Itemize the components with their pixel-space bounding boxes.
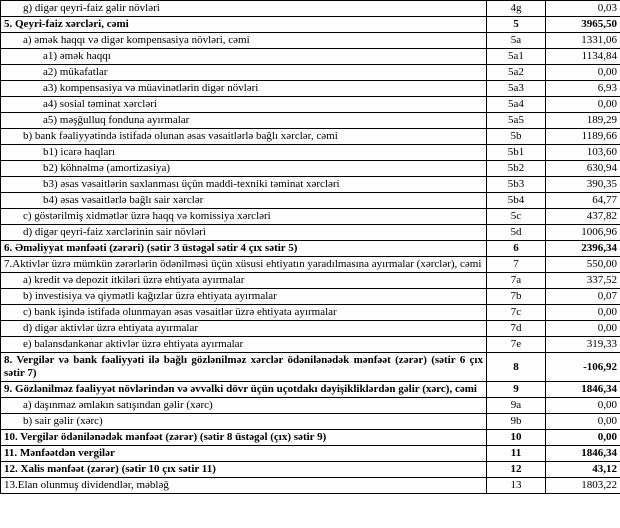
row-value: 0,00 [546, 65, 620, 81]
table-row [1, 97, 620, 113]
row-value: 0,07 [546, 289, 620, 305]
row-code: 11 [487, 446, 546, 462]
table-row [1, 398, 620, 414]
row-value: 1846,34 [546, 382, 620, 398]
row-label: a3) kompensasiya və müavinətlərin digər növləri [1, 81, 487, 97]
table-row [1, 353, 620, 382]
row-code: 5a4 [487, 97, 546, 113]
row-label: d) digər qeyri-faiz xərclərinin sair növləri [1, 225, 487, 241]
row-code: 7e [487, 337, 546, 353]
row-value: 0,00 [546, 398, 620, 414]
table-row [1, 145, 620, 161]
row-value: 0,00 [546, 321, 620, 337]
row-label: a4) sosial təminat xərcləri [1, 97, 487, 113]
table-row [1, 257, 620, 273]
row-label: b3) əsas vəsaitlərin saxlanması üçün maddi-texniki təminat xərcləri [1, 177, 487, 193]
row-label: b2) köhnəlmə (amortizasiya) [1, 161, 487, 177]
row-label: c) bank işində istifadə olunmayan əsas vəsaitlər üzrə ehtiyata ayırmalar [1, 305, 487, 321]
row-value: 1006,96 [546, 225, 620, 241]
table-row [1, 273, 620, 289]
row-label: 11. Mənfəətdən vergilər [1, 446, 487, 462]
row-value: 319,33 [546, 337, 620, 353]
row-label: a5) məşğulluq fonduna ayırmalar [1, 113, 487, 129]
row-label: 7.Aktivlər üzrə mümkün zərərlərin ödənilməsi üçün xüsusi ehtiyatın yaradılmasına ayırmalar (xərclər), cəmi [1, 257, 487, 273]
row-code: 8 [487, 353, 546, 382]
profit-loss-table-body [1, 1, 620, 494]
row-value: 550,00 [546, 257, 620, 273]
table-row [1, 81, 620, 97]
row-label: c) göstərilmiş xidmətlər üzrə haqq və komissiya xərcləri [1, 209, 487, 225]
row-code: 7b [487, 289, 546, 305]
row-value: 0,00 [546, 414, 620, 430]
row-label: b4) əsas vəsaitlərlə bağlı sair xərclər [1, 193, 487, 209]
row-code: 5 [487, 17, 546, 33]
row-value: -106,92 [546, 353, 620, 382]
row-code: 10 [487, 430, 546, 446]
row-value: 1803,22 [546, 478, 620, 494]
table-row [1, 321, 620, 337]
row-label: d) digər aktivlər üzrə ehtiyata ayırmalar [1, 321, 487, 337]
table-row [1, 225, 620, 241]
row-label: a) kredit və depozit itkiləri üzrə ehtiyata ayırmalar [1, 273, 487, 289]
row-label: b1) icarə haqları [1, 145, 487, 161]
row-label: 6. Əməliyyat mənfəəti (zərəri) (sətir 3 üstəgəl sətir 4 çıx sətir 5) [1, 241, 487, 257]
table-row [1, 414, 620, 430]
table-row [1, 1, 620, 17]
row-value: 0,00 [546, 430, 620, 446]
row-code: 9b [487, 414, 546, 430]
row-code: 7 [487, 257, 546, 273]
row-code: 13 [487, 478, 546, 494]
row-code: 5b4 [487, 193, 546, 209]
table-row [1, 462, 620, 478]
table-row [1, 129, 620, 145]
table-row [1, 382, 620, 398]
row-label: a2) mükafatlar [1, 65, 487, 81]
row-value: 390,35 [546, 177, 620, 193]
row-label: a1) əmək haqqı [1, 49, 487, 65]
table-row [1, 478, 620, 494]
table-row [1, 177, 620, 193]
row-label: 13.Elan olunmuş dividendlər, məbləğ [1, 478, 487, 494]
row-label: b) investisiya və qiymətli kağızlar üzrə ehtiyata ayırmalar [1, 289, 487, 305]
row-value: 2396,34 [546, 241, 620, 257]
row-label: 12. Xalis mənfəət (zərər) (sətir 10 çıx sətir 11) [1, 462, 487, 478]
row-label: b) bank fəaliyyətində istifadə olunan əsas vəsaitlərlə bağlı xərclər, cəmi [1, 129, 487, 145]
row-code: 6 [487, 241, 546, 257]
table-row [1, 193, 620, 209]
row-label: 8. Vergilər və bank fəaliyyəti ilə bağlı gözlənilməz xərclər ödənilənədək mənfəət (zərər) (sətir 6 çıx sətir 7) [1, 353, 487, 382]
row-code: 5b [487, 129, 546, 145]
table-row [1, 49, 620, 65]
row-code: 5b2 [487, 161, 546, 177]
row-value: 1134,84 [546, 49, 620, 65]
row-code: 5a5 [487, 113, 546, 129]
table-row [1, 289, 620, 305]
table-row [1, 241, 620, 257]
row-code: 5d [487, 225, 546, 241]
row-code: 7c [487, 305, 546, 321]
table-row [1, 17, 620, 33]
row-code: 12 [487, 462, 546, 478]
row-value: 0,00 [546, 305, 620, 321]
row-label: 5. Qeyri-faiz xərcləri, cəmi [1, 17, 487, 33]
row-value: 6,93 [546, 81, 620, 97]
row-code: 5c [487, 209, 546, 225]
table-row [1, 33, 620, 49]
table-row [1, 430, 620, 446]
row-value: 3965,50 [546, 17, 620, 33]
row-label: b) sair gəlir (xərc) [1, 414, 487, 430]
row-code: 7a [487, 273, 546, 289]
table-row [1, 113, 620, 129]
row-code: 7d [487, 321, 546, 337]
row-value: 437,82 [546, 209, 620, 225]
table-row [1, 161, 620, 177]
row-value: 189,29 [546, 113, 620, 129]
table-row [1, 305, 620, 321]
row-value: 0,03 [546, 1, 620, 17]
row-code: 5b1 [487, 145, 546, 161]
row-value: 1331,06 [546, 33, 620, 49]
row-code: 5a3 [487, 81, 546, 97]
row-value: 0,00 [546, 97, 620, 113]
row-code: 5a [487, 33, 546, 49]
row-label: g) digər qeyri-faiz gəlir növləri [1, 1, 487, 17]
row-code: 5a1 [487, 49, 546, 65]
row-value: 43,12 [546, 462, 620, 478]
row-value: 1189,66 [546, 129, 620, 145]
row-value: 337,52 [546, 273, 620, 289]
row-value: 630,94 [546, 161, 620, 177]
row-label: e) balansdankənar aktivlər üzrə ehtiyata ayırmalar [1, 337, 487, 353]
row-code: 4g [487, 1, 546, 17]
row-code: 5b3 [487, 177, 546, 193]
row-label: 9. Gözlənilməz fəaliyyət növlərindən və əvvəlki dövr üçün uçotdakı dəyişikliklərdən gəlir (xərc), cəmi [1, 382, 487, 398]
table-row [1, 209, 620, 225]
row-value: 1846,34 [546, 446, 620, 462]
row-label: a) daşınmaz əmlakın satışından gəlir (xərc) [1, 398, 487, 414]
row-value: 64,77 [546, 193, 620, 209]
row-code: 9a [487, 398, 546, 414]
row-code: 5a2 [487, 65, 546, 81]
table-row [1, 65, 620, 81]
row-code: 9 [487, 382, 546, 398]
row-label: a) əmək haqqı və digər kompensasiya növləri, cəmi [1, 33, 487, 49]
row-label: 10. Vergilər ödənilənədək mənfəət (zərər) (sətir 8 üstəgəl (çıx) sətir 9) [1, 430, 487, 446]
table-row [1, 337, 620, 353]
row-value: 103,60 [546, 145, 620, 161]
table-row [1, 446, 620, 462]
